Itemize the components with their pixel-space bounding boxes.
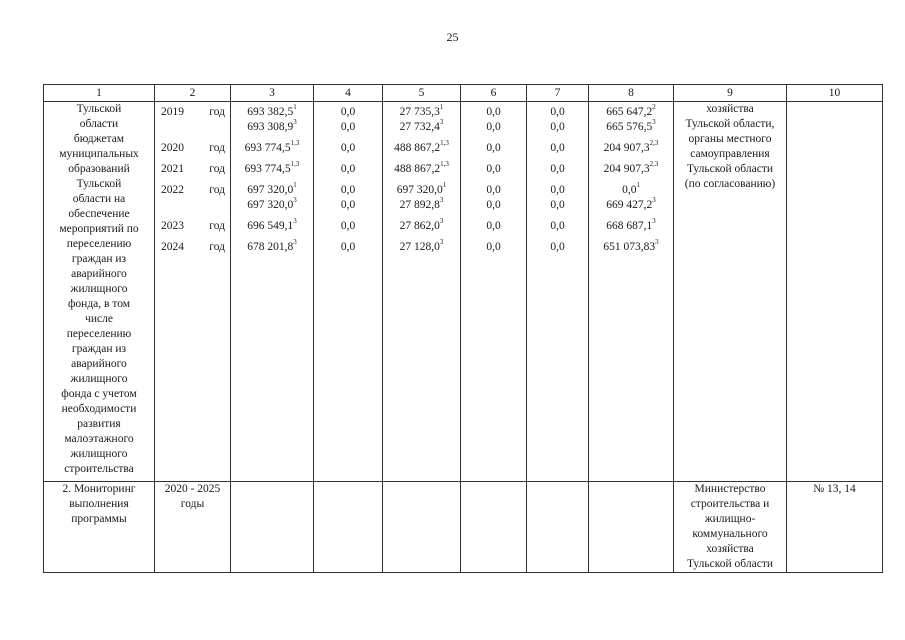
description-line: области на [72,193,126,205]
amount-value: 0,0 [340,241,356,253]
footnote-mark: 3 [439,118,444,127]
year-value: 2019 [161,106,184,118]
description-line: переселению [66,328,132,340]
year-line [158,183,227,198]
year-unit: год [209,220,225,232]
amount-value: 665 576,5 [606,121,653,133]
row1-col7 [527,102,589,482]
row2-col7 [527,482,589,573]
value-line [317,105,379,120]
description-line: строительства [64,463,134,475]
amount-value: 0,0 [486,121,501,133]
value-line [234,198,310,213]
amount-value: 669 427,2 [606,199,653,211]
description-line: граждан из [71,343,127,355]
amount-value: 0,0 [340,106,356,118]
description-line: развития [77,418,121,430]
row2-col5 [383,482,461,573]
amount-value: 27 732,4 [399,121,440,133]
value-line [530,240,585,255]
footnote-mark: 3 [293,196,297,205]
footnote-mark: 3 [293,238,297,247]
amount-value: 0,0 [550,241,565,253]
value-line [592,141,670,156]
amount-value: 0,0 [622,184,637,196]
row1-col5 [383,102,461,482]
description-line: малоэтажного [64,433,134,445]
amount-value: 0,0 [486,163,501,175]
amount-value: 693 774,5 [244,163,291,175]
amount-value: 27 892,8 [399,199,440,211]
amount-value: 0,0 [486,142,501,154]
value-line [530,141,585,156]
amount-value: 0,0 [340,220,356,232]
header-col-2: 2 [155,85,231,102]
amount-value: 0,0 [550,163,565,175]
description-line: граждан из [71,253,127,265]
footnote-mark: 1 [442,181,447,190]
executor-line: Тульской области [686,558,773,570]
value-line [234,240,310,255]
value-line [592,162,670,177]
value-line [464,105,523,120]
amount-value: 0,0 [486,184,501,196]
footnote-mark: 1,3 [290,160,300,169]
year-line [158,198,227,213]
amount-value: 0,0 [486,199,501,211]
table-row [44,482,883,573]
executor-line: хозяйства [706,103,754,115]
value-line [464,219,523,234]
description-line: необходимости [61,403,137,415]
amount-value: 0,0 [340,184,356,196]
value-line [317,120,379,135]
description-line: 2. Мониторинг [62,483,136,495]
executor-line: самоуправления [690,148,770,160]
program-table [43,84,883,573]
period-line: 2020 - 2025 [164,483,221,495]
row1-col6 [461,102,527,482]
header-col-4: 4 [314,85,383,102]
value-line [386,141,457,156]
value-line [386,183,457,198]
amount-value: 0,0 [340,163,356,175]
value-line [592,240,670,255]
description-line: аварийного [71,268,127,280]
row2-col4 [314,482,383,573]
value-line [464,240,523,255]
description-line: фонда с учетом [61,388,137,400]
value-line [530,219,585,234]
footnote-mark: 1 [293,103,297,112]
footnote-mark: 2 [652,103,656,112]
footnote-mark: 3 [652,118,656,127]
amount-value: 0,0 [340,121,356,133]
table-row [44,102,883,482]
row2-description [44,482,155,573]
year-unit: год [209,184,225,196]
footnote-mark: 3 [439,196,444,205]
amount-value: 0,0 [550,199,565,211]
value-line [317,219,379,234]
executor-line: Тульской области [686,163,773,175]
amount-value: 0,0 [550,220,565,232]
amount-value: 0,0 [340,199,356,211]
amount-value: 27 128,0 [399,241,440,253]
description-line: мероприятий по [59,223,139,235]
amount-value: 693 308,9 [247,121,294,133]
year-value: 2024 [161,241,184,253]
footnote-mark: 1 [439,103,444,112]
value-line [386,219,457,234]
value-line [530,105,585,120]
value-line [317,162,379,177]
amount-value: 0,0 [340,142,356,154]
description-line: Тульской [76,103,122,115]
header-col-3: 3 [231,85,314,102]
description-line: муниципальных [59,148,139,160]
footnote-mark: 3 [293,217,297,226]
footnote-mark: 3 [439,217,444,226]
amount-value: 665 647,2 [606,106,653,118]
footnote-mark: 2,3 [649,139,659,148]
value-line [592,120,670,135]
row2-executor [674,482,787,573]
value-line [530,120,585,135]
value-line [464,198,523,213]
header-col-5: 5 [383,85,461,102]
description-line: жилищного [70,448,128,460]
value-line [317,198,379,213]
amount-value: 668 687,1 [606,220,653,232]
value-line [464,183,523,198]
amount-value: 693 382,5 [247,106,294,118]
footnote-mark: 1,3 [290,139,300,148]
amount-value: 0,0 [486,220,501,232]
header-col-10: 10 [787,85,883,102]
value-line [317,141,379,156]
value-line [592,219,670,234]
value-line [464,120,523,135]
value-line [234,120,310,135]
row2-col3 [231,482,314,573]
value-line [592,198,670,213]
year-unit: год [209,106,225,118]
value-line [530,162,585,177]
amount-value: 0,0 [550,121,565,133]
footnote-mark: 3 [655,238,659,247]
value-line [530,183,585,198]
amount-value: 678 201,8 [247,241,294,253]
amount-value: 697 320,0 [247,199,294,211]
description-line: аварийного [71,358,127,370]
amount-value: 27 735,3 [399,106,440,118]
year-line [158,162,227,177]
year-value: 2023 [161,220,184,232]
amount-value: 204 907,3 [603,163,650,175]
executor-line: коммунального [692,528,768,540]
amount-value: 697 320,0 [247,184,294,196]
year-line [158,105,227,120]
amount-value: 0,0 [550,142,565,154]
year-value: 2022 [161,184,184,196]
year-unit: год [209,241,225,253]
description-line: программы [71,513,127,525]
value-line [592,183,670,198]
year-unit: год [209,163,225,175]
header-row [44,85,883,102]
year-line [158,240,227,255]
amount-value: 27 862,0 [399,220,440,232]
footnote-mark: 1,3 [440,160,449,169]
period-line: годы [180,498,205,510]
amount-value: 0,0 [486,106,501,118]
executor-line: органы местного [688,133,772,145]
amount-value: 488 867,2 [394,163,441,175]
value-line [386,240,457,255]
page-number: 25 [446,30,459,44]
description-line: бюджетам [73,133,125,145]
footnote-mark: 1 [636,181,640,190]
executor-line: строительства и [690,498,770,510]
year-line [158,120,227,135]
description-line: жилищного [70,283,128,295]
value-line [234,141,310,156]
description-line: переселению [66,238,132,250]
row2-col6 [461,482,527,573]
row1-ref [787,102,883,482]
description-line: обеспечение [68,208,130,220]
row1-col8 [589,102,674,482]
amount-value: 697 320,0 [396,184,443,196]
row1-executor [674,102,787,482]
row1-col4 [314,102,383,482]
year-line [158,141,227,156]
header-col-8: 8 [589,85,674,102]
amount-value: 0,0 [486,241,501,253]
description-line: области [79,118,119,130]
amount-value: 651 073,83 [603,241,656,253]
footnote-mark: 1 [293,181,297,190]
value-line [530,198,585,213]
row1-col3 [231,102,314,482]
description-line: жилищного [70,373,128,385]
value-line [234,105,310,120]
value-line [234,183,310,198]
amount-value: 488 867,2 [394,142,441,154]
value-line [234,162,310,177]
year-line [158,219,227,234]
value-line [317,183,379,198]
value-line [464,141,523,156]
executor-line: Министерство [694,483,766,495]
value-line [386,120,457,135]
row1-years [155,102,231,482]
row2-period [155,482,231,573]
value-line [386,198,457,213]
value-line [386,105,457,120]
value-line [234,219,310,234]
value-line [464,162,523,177]
amount-value: 693 774,5 [244,142,291,154]
description-line: образований [68,163,130,175]
value-line [386,162,457,177]
value-line [317,240,379,255]
year-value: 2020 [161,142,184,154]
footnote-mark: 2,3 [649,160,659,169]
description-line: выполнения [69,498,129,510]
year-value: 2021 [161,163,184,175]
footnote-mark: 1,3 [440,139,449,148]
year-unit: год [209,142,225,154]
amount-value: 0,0 [550,184,565,196]
row2-ref: № 13, 14 [787,482,883,573]
footnote-mark: 3 [652,217,656,226]
executor-line: хозяйства [706,543,754,555]
description-line: числе [85,313,113,325]
executor-line: Тульской области, [685,118,775,130]
executor-line: жилищно- [704,513,756,525]
header-col-6: 6 [461,85,527,102]
amount-value: 696 549,1 [247,220,294,232]
footnote-mark: 3 [439,238,444,247]
row2-col8 [589,482,674,573]
footnote-mark: 3 [293,118,297,127]
executor-line: (по согласованию) [684,178,776,190]
amount-value: 0,0 [550,106,565,118]
value-line [592,105,670,120]
footnote-mark: 3 [652,196,656,205]
header-col-9: 9 [674,85,787,102]
header-col-1: 1 [44,85,155,102]
amount-value: 204 907,3 [603,142,650,154]
description-line: Тульской [76,178,122,190]
description-line: фонда, в том [67,298,131,310]
row1-description [44,102,155,482]
header-col-7: 7 [527,85,589,102]
